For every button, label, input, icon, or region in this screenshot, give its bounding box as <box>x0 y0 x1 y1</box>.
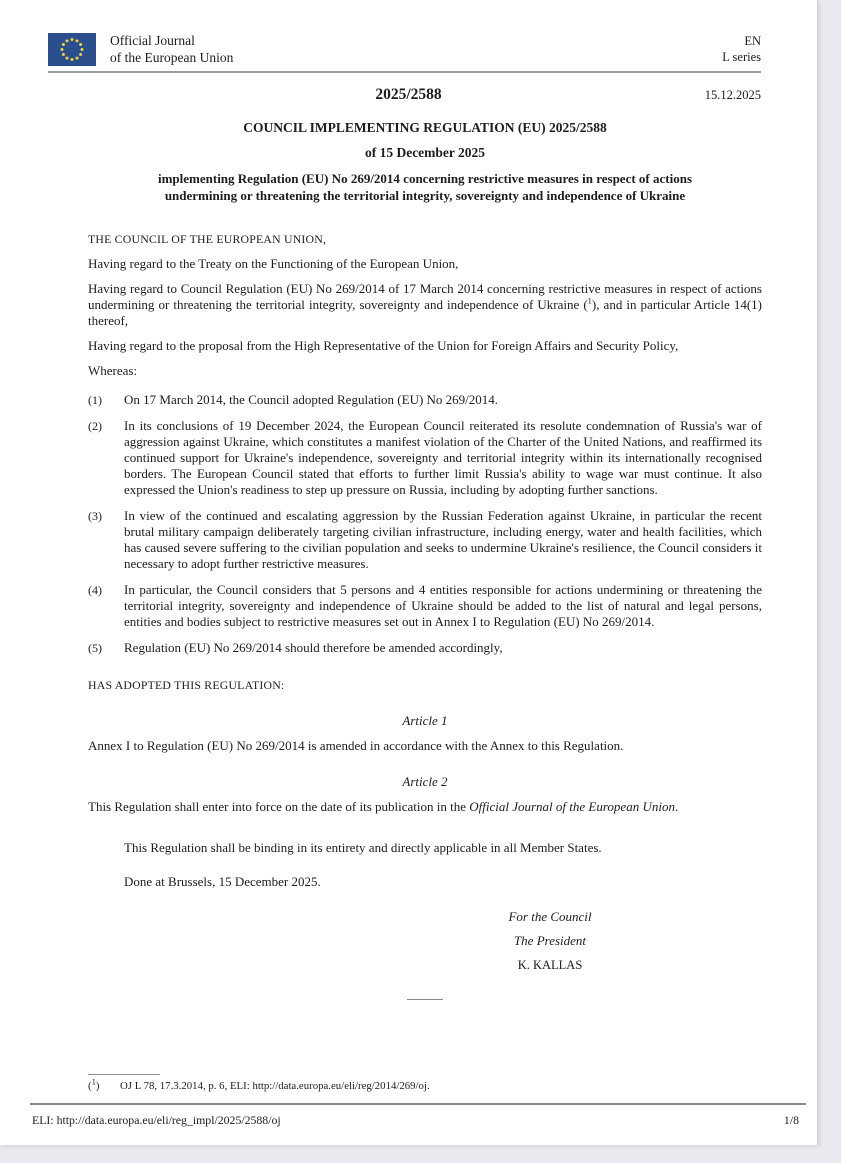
recital-number: (2) <box>88 419 102 433</box>
recital-text: In its conclusions of 19 December 2024, the European Council reiterated its resolute condemnation of Russia's war of aggression against Ukraine, which constitutes a manifest violation of the Charter of the United Nations, and reaffirmed its continued support for Ukraine's independence, sovereignty and territorial integrity within its internationally recognised borders. The European Council stated that efforts to further limit Russia's ability to wage war must continue. It also expressed the Union's readiness to step up pressure on Russia, including by adopting further sanctions. <box>124 418 762 497</box>
has-adopted-line: HAS ADOPTED THIS REGULATION: <box>88 678 285 692</box>
recital-2 <box>88 418 762 498</box>
footer-rule <box>30 1103 806 1105</box>
journal-name <box>110 33 233 66</box>
recital-number: (3) <box>88 509 102 523</box>
article-2-body <box>88 799 762 815</box>
end-of-act-divider <box>407 999 443 1000</box>
page-number: 1/8 <box>783 1113 799 1127</box>
recital-text: On 17 March 2014, the Council adopted Regulation (EU) No 269/2014. <box>124 392 499 407</box>
series-label: L series <box>722 50 761 64</box>
preamble-opening: THE COUNCIL OF THE EUROPEAN UNION, <box>88 232 327 246</box>
regulation-date-line: of 15 December 2025 <box>364 145 486 160</box>
document-body <box>88 120 762 1000</box>
signature-name: K. KALLAS <box>517 958 583 972</box>
eu-flag-icon <box>48 33 96 66</box>
preamble <box>88 231 762 379</box>
binding-clause: This Regulation shall be binding in its entirety and directly applicable in all Member States. <box>124 840 602 855</box>
regulation-subtitle: implementing Regulation (EU) No 269/2014 concerning restrictive measures in respect of actions undermining or threatening the territorial integrity, sovereignty and independence of Ukraine <box>157 171 692 203</box>
regulation-title: COUNCIL IMPLEMENTING REGULATION (EU) 2025/2588 <box>243 120 607 135</box>
recital-5 <box>88 640 762 656</box>
document-number: 2025/2588 <box>375 86 442 103</box>
footnote-text <box>120 1080 761 1092</box>
recital-number: (4) <box>88 583 102 597</box>
header-right <box>722 33 761 65</box>
recital-number: (5) <box>88 641 102 655</box>
journal-name-line1: Official Journal <box>110 33 195 48</box>
footnote-rule <box>88 1074 160 1075</box>
page-footer <box>32 1113 799 1128</box>
recital-text: Regulation (EU) No 269/2014 should therefore be amended accordingly, <box>124 640 503 655</box>
footer-eli-link[interactable]: ELI: http://data.europa.eu/eli/reg_impl/2025/2588/oj <box>32 1113 281 1127</box>
footnote-marker: ($^1$) <box>88 1076 100 1092</box>
signature-block <box>470 905 630 977</box>
docnum-row <box>0 86 817 106</box>
having-regard-3: Having regard to the proposal from the High Representative of the Union for Foreign Affairs and Security Policy, <box>88 338 679 353</box>
recital-3 <box>88 508 762 572</box>
article-2-text: This Regulation shall enter into force on the date of its publication in the <box>88 799 470 814</box>
having-regard-2 <box>88 281 762 329</box>
footer-eli <box>32 1113 281 1128</box>
article-1-heading: Article 1 <box>402 713 448 728</box>
signature-for-council: For the Council <box>508 909 592 924</box>
recital-text: In particular, the Council considers that 5 persons and 4 entities responsible for actions undermining or threatening the territorial integrity, sovereignty and independence of Ukraine should be added to the list of natural and legal persons, entities and bodies subject to restrictive measures set out in Annex I to Regulation (EU) No 269/2014. <box>124 582 762 629</box>
signature-president: The President <box>513 933 587 948</box>
title-block <box>88 120 762 204</box>
article-2-oj-reference: Official Journal of the European Union <box>469 799 675 814</box>
footnote-marker-number: 1 <box>91 1076 96 1087</box>
done-at-line: Done at Brussels, 15 December 2025. <box>124 874 321 889</box>
journal-name-line2: of the European Union <box>110 49 234 65</box>
recitals-list <box>88 392 762 656</box>
having-regard-2-tail: ), and in particular Article 14(1) thereof, <box>88 297 762 328</box>
footnote-ref-1: 1 <box>587 295 592 306</box>
footnote-1 <box>88 1076 761 1092</box>
footnote-eli-link[interactable]: OJ L 78, 17.3.2014, p. 6, ELI: http://data.europa.eu/eli/reg/2014/269/oj. <box>120 1080 430 1092</box>
article-1-body: Annex I to Regulation (EU) No 269/2014 is amended in accordance with the Annex to this Regulation. <box>88 738 624 753</box>
oj-header <box>48 33 761 66</box>
article-2-heading: Article 2 <box>402 774 448 789</box>
having-regard-2-text: Having regard to Council Regulation (EU) No 269/2014 of 17 March 2014 concerning restrictive measures in respect of actions undermining or threatening the territorial integrity, sovereignty and independence of Ukraine ( <box>88 281 762 312</box>
publication-date: 15.12.2025 <box>704 88 761 102</box>
header-rule <box>48 71 761 73</box>
whereas-label: Whereas: <box>88 363 138 378</box>
article-2-period: . <box>674 799 679 814</box>
recital-4 <box>88 582 762 630</box>
language-code: EN <box>744 34 761 48</box>
recital-1 <box>88 392 762 408</box>
recital-text: In view of the continued and escalating aggression by the Russian Federation against Ukraine, in particular the recent brutal military campaign deliberately targeting civilian infrastructure, including energy, water and health facilities, which has caused severe suffering to the civilian population and seeks to undermine Ukraine's resilience, the Council considers it necessary to adopt further restrictive measures. <box>124 508 762 571</box>
recital-number: (1) <box>88 393 102 407</box>
having-regard-1: Having regard to the Treaty on the Functioning of the European Union, <box>88 256 459 271</box>
